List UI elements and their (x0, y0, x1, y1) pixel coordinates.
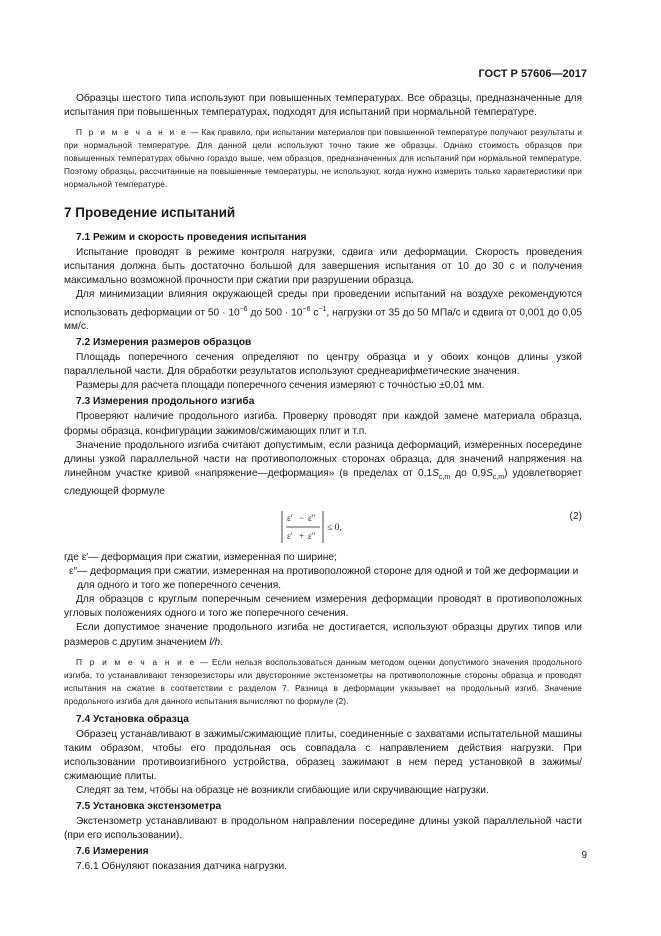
intro-note (64, 126, 582, 191)
formula-2 (64, 505, 582, 549)
section-7-5-p1: Экстензометр устанавливают в продольном направлении посередине длины узкой параллельной части (при его использовании). (64, 816, 582, 842)
den-plus: + (299, 531, 305, 542)
section-7-1-p2: Для минимизации влияния окружающей среды при проведении испытаний на воздухе рекомендуются использовать деформации от $50 \cdot 10^{-6}$ до $500 \cdot 10^{-6}$ $с^{-1}$, нагрузки от 35 до 50 МПа/с и сдвига от 0,001 до 0,05 мм/с. (64, 289, 582, 333)
section-7-2-title: 7.2 Измерения размеров образцов (76, 337, 252, 349)
section-7-title: 7 Проведение испытаний (64, 205, 236, 221)
page-number: 9 (581, 850, 587, 861)
section-7-6-p1: 7.6.1 Обнуляют показания датчика нагрузки. (76, 861, 288, 873)
intro-paragraph: Образцы шестого типа используют при повышенных температурах. Все образцы, предназначенные для испытания при повышенных температурах, подходят для испытаний при нормальной температуре. (64, 93, 582, 119)
note-label: П р и м е ч а н и е (76, 127, 188, 138)
standard-header: ГОСТ Р 57606—2017 (478, 68, 587, 80)
note-text: — Если нельзя воспользоваться данным методом оценки допустимого значения продольного изгиба, то устанавливают тензорезисторы или двусторонние экстензометры на противоположные стороны образца и проводят испытания на сжатие в соответствии с разделом 7. Разница в деформации указывает на продольный изгиб. Значение продольного изгиба для данного испытания вычисляют по формуле (2). (64, 656, 582, 706)
den-a: ε′ (287, 531, 293, 542)
section-7-4-title: 7.4 Установка образца (76, 713, 189, 725)
formula-graphic (278, 507, 398, 547)
note-text: — Как правило, при испытании материалов при повышенной температуре получают результаты и при нормальной температуре. Для данной цели используют точно такие же образцы. Однако стоимость образцов при повышенных температурах обычно гораздо выше, чем образцов, предназначенных для испытаний при нормальной температуре. Поэтому образцы, рассчитанные на повышенные температуры, не используют, когда нужно измерить только характеристики при нормальной температуре. (64, 127, 582, 190)
section-7-4-p2: Следят за тем, чтобы на образце не возникли сгибающие или скручивающие нагрузки. (76, 785, 489, 797)
num-b: ε″ (308, 513, 316, 524)
definition-eps2: ε″ — деформация при сжатии, измеренная на противоположной стороне для одной и той же деформации и для одного и того же поперечного сечения. (69, 566, 579, 592)
note-label: П р и м е ч а н и е (76, 656, 197, 667)
section-7-3-p4: Если допустимое значение продольного изгиба не достигается, используют образцы других типов или размеров с другим значением l/h. (64, 622, 582, 648)
section-7-5-title: 7.5 Установка экстензометра (76, 801, 222, 813)
section-7-3-title: 7.3 Измерения продольного изгиба (76, 396, 255, 408)
den-b: ε″ (308, 531, 316, 542)
section-7-6-title: 7.6 Измерения (76, 846, 149, 858)
section-7-4-p1: Образец устанавливают в зажимы/сжимающие плиты, соединенные с захватами испытательной машины таким образом, чтобы его продольная ось совпадала с направлением действия нагрузки. При использовании противоизгибного устройства, образец зажимают в нем перед установкой в зажимы/сжимающие плиты. (64, 728, 582, 782)
section-7-1-title: 7.1 Режим и скорость проведения испытания (76, 232, 307, 244)
formula-rhs: ≤ 0, (327, 523, 342, 534)
definition-eps1: где ε′ — деформация при сжатии, измеренная по ширине; (64, 552, 337, 564)
num-a: ε′ (287, 513, 293, 524)
section-7-2-p2: Размеры для расчета площади поперечного сечения измеряют с точностью ±0,01 мм. (76, 380, 485, 392)
section-7-1-p1: Испытание проводят в режиме контроля нагрузки, сдвига или деформации. Скорость проведения испытания должна быть достаточно большой для завершения испытания от 10 до 30 с и получения максимально возможной прочности при сжатии при разрушении образца. (64, 247, 582, 287)
num-minus: − (299, 513, 305, 524)
section-7-3-p3: Для образцов с круглым поперечным сечением измерения деформации проводят в противоположных угловых положениях одного и того же поперечного сечения. (64, 594, 582, 620)
section-7-3-p1: Проверяют наличие продольного изгиба. Проверку проводят при каждой замене материала образца, формы образца, конфигурации зажимов/сжимающих плит и т.п. (64, 411, 582, 437)
section-7-3-p2: Значение продольного изгиба считают допустимым, если разница деформаций, измеренных посередине длины узкой параллельной части на противоположных сторонах образца, для значений напряжения на линейном участке кривой «напряжение—деформация» (в пределах от $0,1S_{c,m}$ до $0,9S_{c,m}$) удовлетворяет следующей формуле (64, 439, 583, 497)
section-7-3-note (64, 656, 582, 708)
section-7-2-p1: Площадь поперечного сечения определяют по центру образца и у обоих концов длины узкой параллельной части. Для обработки результатов используют среднеарифметические значения. (64, 352, 582, 378)
formula-number: (2) (569, 511, 582, 523)
page-content (64, 92, 582, 874)
